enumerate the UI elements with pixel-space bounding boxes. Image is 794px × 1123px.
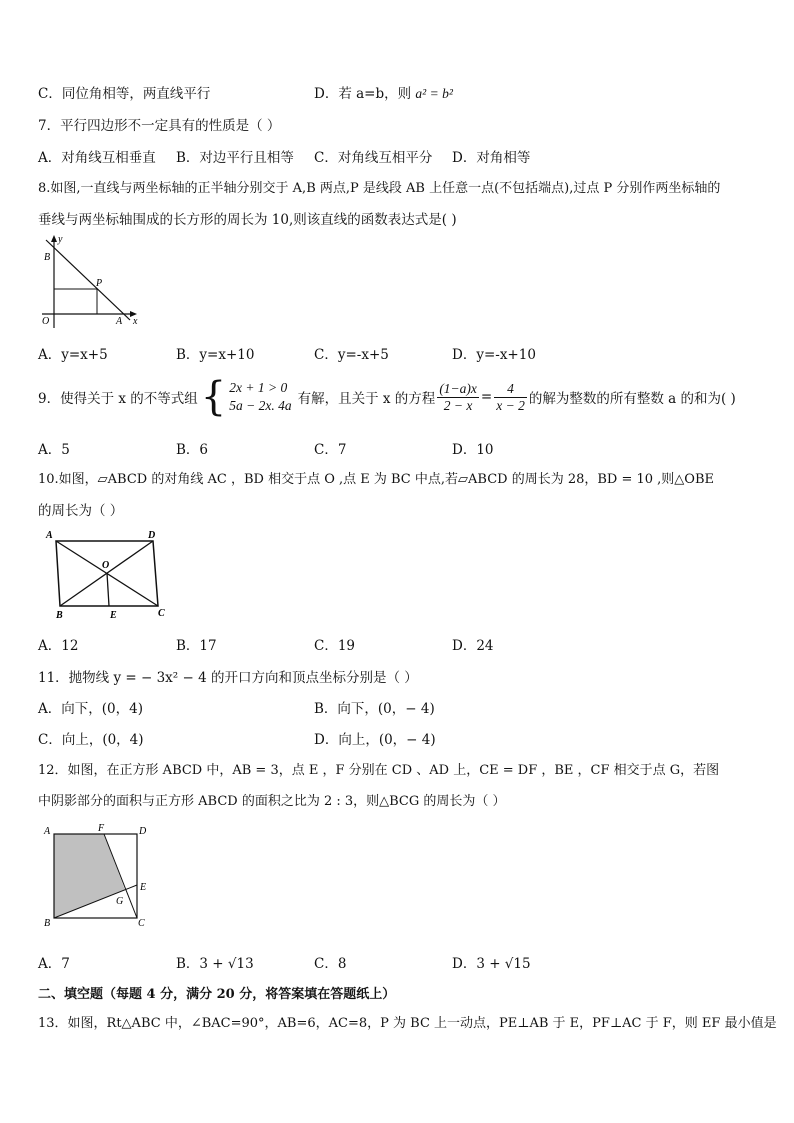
q8-label-a: A [116,316,123,327]
q11-option-d: D．向上，(0，− 4) [314,732,436,748]
q12-option-c: C．8 [314,956,347,972]
q9-option-c: C．7 [314,442,347,458]
q6-option-d [314,82,453,102]
q12-label-e: E [140,882,147,893]
q9-inequality-system [229,379,291,415]
q8-option-b: B．y=x+10 [176,347,255,363]
q8-rectangle [54,289,97,314]
q10-label-e: E [110,610,117,621]
q10-label-a: A [46,530,53,541]
q12-label-g: G [116,896,124,907]
q6-option-c: C．同位角相等，两直线平行 [38,86,211,102]
q11-option-c: C．向上，(0，4) [38,732,144,748]
q13-stem: 13．如图，Rt△ABC 中，∠BAC=90°，AB=6，AC=8，P 为 BC 上一动点，PE⊥AB 于 E，PF⊥AC 于 F，则 EF 最小值是 [38,1016,777,1031]
q8-option-a: A．y=x+5 [38,347,108,363]
q8-label-o: O [42,316,50,327]
q6-option-d-math: a² = b² [415,86,453,101]
q12-figure [40,822,160,932]
q9-mid: 有解，且关于 x 的方程 [297,391,436,407]
q12-stem-line2: 中阴影部分的面积与正方形 ABCD 的面积之比为 2 : 3，则△BCG 的周长为（ ） [38,794,506,809]
q11-option-a: A．向下，(0，4) [38,701,143,717]
q12-option-a: A．7 [38,956,70,972]
q10-label-b: B [56,610,63,621]
q9-fraction-1-den: 2 − x [443,397,473,413]
q10-label-d: D [148,530,156,541]
q7-option-c: C．对角线互相平分 [314,150,433,166]
q12-label-a: A [44,826,51,837]
q10-segment-oe [107,573,109,606]
q9-option-d: D．10 [452,442,494,458]
q8-option-d: D．y=-x+10 [452,347,536,363]
q12-label-d: D [139,826,147,837]
q7-option-b: B．对边平行且相等 [176,150,294,166]
q9-option-b: B．6 [176,442,209,458]
q8-stem-line1: 8.如图,一直线与两坐标轴的正半轴分别交于 A,B 两点,P 是线段 AB 上任意一点(不包括端点),过点 P 分别作两坐标轴的 [38,181,721,196]
q11-option-b: B．向下，(0，− 4) [314,701,435,717]
q9-suffix: 的解为整数的所有整数 a 的和为( ) [528,391,736,407]
q9-inequality-1: 2x + 1 > 0 [229,380,288,395]
q8-line-ab [46,240,130,320]
q10-stem-line2: 的周长为（ ） [38,503,124,519]
q10-label-c: C [158,608,165,619]
q8-stem-line2: 垂线与两坐标轴围成的长方形的周长为 10,则该直线的函数表达式是( ) [38,212,457,228]
q9-stem [38,372,736,422]
section-2-heading: 二、填空题（每题 4 分，满分 20 分，将答案填在答题纸上） [38,987,396,1002]
q12-label-b: B [44,918,51,929]
q8-figure [34,232,144,332]
q9-fraction-2-den: x − 2 [496,397,525,413]
q8-option-c: C．y=-x+5 [314,347,389,363]
q9-fraction-1 [437,381,479,414]
q12-label-c: C [138,918,145,929]
q7-option-a: A．对角线互相垂直 [38,150,156,166]
q12-stem-line1: 12．如图，在正方形 ABCD 中，AB = 3，点 E ，F 分别在 CD 、AD 上，CE = DF ，BE ，CF 相交于点 G，若图 [38,763,720,778]
q10-option-d: D．24 [452,638,494,654]
q8-label-p: P [96,278,103,289]
q6-option-d-prefix: D．若 a=b，则 [314,86,412,102]
q11-stem: 11．抛物线 y = − 3x² − 4 的开口方向和顶点坐标分别是（ ） [38,670,418,686]
q9-inequality-2: 5a − 2x. 4a [229,398,292,413]
q7-stem: 7．平行四边形不一定具有的性质是（ ） [38,118,281,134]
q7-option-d: D．对角相等 [452,150,531,166]
q9-fraction-2-num: 4 [494,381,527,398]
q10-option-b: B．17 [176,638,217,654]
q12-label-f: F [98,823,105,834]
q9-equals: = [480,389,493,405]
q8-label-x: x [133,316,138,327]
q12-option-b: B．3 + √13 [176,956,254,972]
q12-option-d: D．3 + √15 [452,956,531,972]
q9-option-a: A．5 [38,442,70,458]
q9-fraction-2 [494,381,527,414]
q10-label-o: O [102,560,110,571]
q8-label-y: y [58,234,63,245]
q10-figure [38,528,173,623]
q10-option-a: A．12 [38,638,79,654]
q8-label-b: B [44,252,51,263]
q9-brace: { [200,374,227,420]
q9-fraction-1-num: (1−a)x [439,380,477,396]
q10-stem-line1: 10.如图，▱ABCD 的对角线 AC ，BD 相交于点 O ,点 E 为 BC 中点,若▱ABCD 的周长为 28，BD = 10 ,则△OBE [38,472,715,487]
q8-y-arrow [51,235,57,242]
q9-prefix: 9．使得关于 x 的不等式组 [38,391,198,407]
q10-option-c: C．19 [314,638,356,654]
q12-shaded-region [54,834,125,918]
